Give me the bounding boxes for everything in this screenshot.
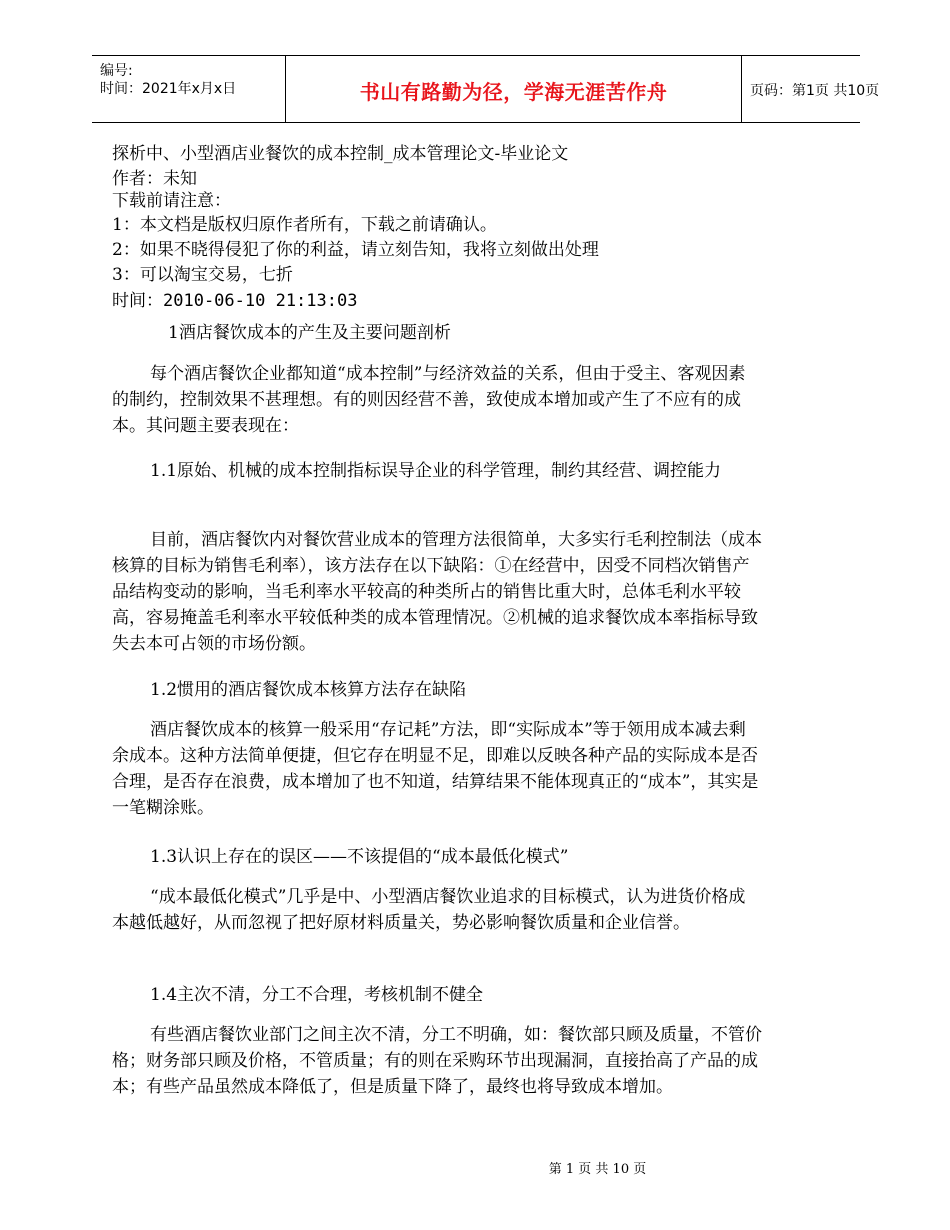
- paragraph-4: [112, 884, 762, 936]
- header-motto-cell: [286, 56, 742, 122]
- notice-item-1: 1：本文档是版权归原作者所有，下载之前请确认。: [112, 215, 497, 235]
- heading-1-1: [112, 458, 762, 484]
- heading-1-3: 1.3认识上存在的误区——不该提倡的“成本最低化模式”: [150, 847, 569, 867]
- document-title: 探析中、小型酒店业餐饮的成本控制_成本管理论文-毕业论文: [112, 144, 569, 164]
- heading-1-2: 1.2惯用的酒店餐饮成本核算方法存在缺陷: [150, 680, 467, 700]
- footer-page-number: 第 1 页 共 10 页: [548, 1162, 647, 1177]
- paragraph-2-text: 目前，酒店餐饮内对餐饮营业成本的管理方法很简单，大多实行毛利控制法（成本核算的目标为销售毛利率），该方法存在以下缺陷：①在经营中，因受不同档次销售产品结构变动的影响，当毛利率水平较高的种类所占的销售比重大时，总体毛利水平较高，容易掩盖毛利率水平较低种类的成本管理情况。②机械的追求餐饮成本率指标导致失去本可占领的市场份额。: [112, 530, 762, 654]
- notice-heading: 下载前请注意：: [112, 191, 231, 211]
- paragraph-2: [112, 527, 762, 657]
- header-page-cell: [742, 56, 880, 122]
- paragraph-1-text: 每个酒店餐饮企业都知道“成本控制”与经济效益的关系，但由于受主、客观因素的制约，控制效果不甚理想。有的则因经营不善，致使成本增加或产生了不应有的成本。其问题主要表现在：: [112, 364, 746, 436]
- paragraph-5: [112, 1022, 762, 1100]
- paragraph-4-text: “成本最低化模式”几乎是中、小型酒店餐饮业追求的目标模式，认为进货价格成本越低越好，从而忽视了把好原材料质量关，势必影响餐饮质量和企业信誉。: [112, 887, 746, 933]
- notice-item-3: 3：可以淘宝交易，七折: [112, 265, 293, 285]
- document-header: [92, 55, 880, 123]
- paragraph-3: [112, 717, 762, 821]
- paragraph-5-text: 有些酒店餐饮业部门之间主次不清，分工不明确，如：餐饮部只顾及质量，不管价格；财务部只顾及价格，不管质量；有的则在采购环节出现漏洞，直接抬高了产品的成本；有些产品虽然成本降低了，但是质量下降了，最终也将导致成本增加。: [112, 1025, 762, 1097]
- heading-1-4: 1.4主次不清，分工不合理，考核机制不健全: [150, 985, 484, 1005]
- header-motto: 书山有路勤为径，学海无涯苦作舟: [359, 80, 668, 104]
- document-number-label: 编号:: [100, 63, 133, 79]
- header-page-number: 页码：第1页 共10页: [750, 83, 880, 99]
- document-time-label: 时间：2021年x月x日: [100, 81, 237, 97]
- paragraph-1: [112, 361, 762, 439]
- paragraph-3-text: 酒店餐饮成本的核算一般采用“存记耗”方法，即“实际成本”等于领用成本减去剩余成本。这种方法简单便捷，但它存在明显不足，即难以反映各种产品的实际成本是否合理，是否存在浪费，成本增加了也不知道，结算结果不能体现真正的“成本”，其实是一笔糊涂账。: [112, 720, 759, 818]
- heading-1-1-text: 1.1原始、机械的成本控制指标误导企业的科学管理，制约其经营、调控能力: [150, 461, 722, 481]
- notice-item-2: 2：如果不晓得侵犯了你的利益，请立刻告知，我将立刻做出处理: [112, 240, 599, 260]
- publish-time: 时间：2010-06-10 21:13:03: [112, 291, 358, 311]
- author-line: 作者：未知: [112, 169, 197, 189]
- section-1-title: 1酒店餐饮成本的产生及主要问题剖析: [168, 323, 451, 343]
- page-footer: [0, 1158, 950, 1177]
- header-info-cell: [92, 56, 286, 122]
